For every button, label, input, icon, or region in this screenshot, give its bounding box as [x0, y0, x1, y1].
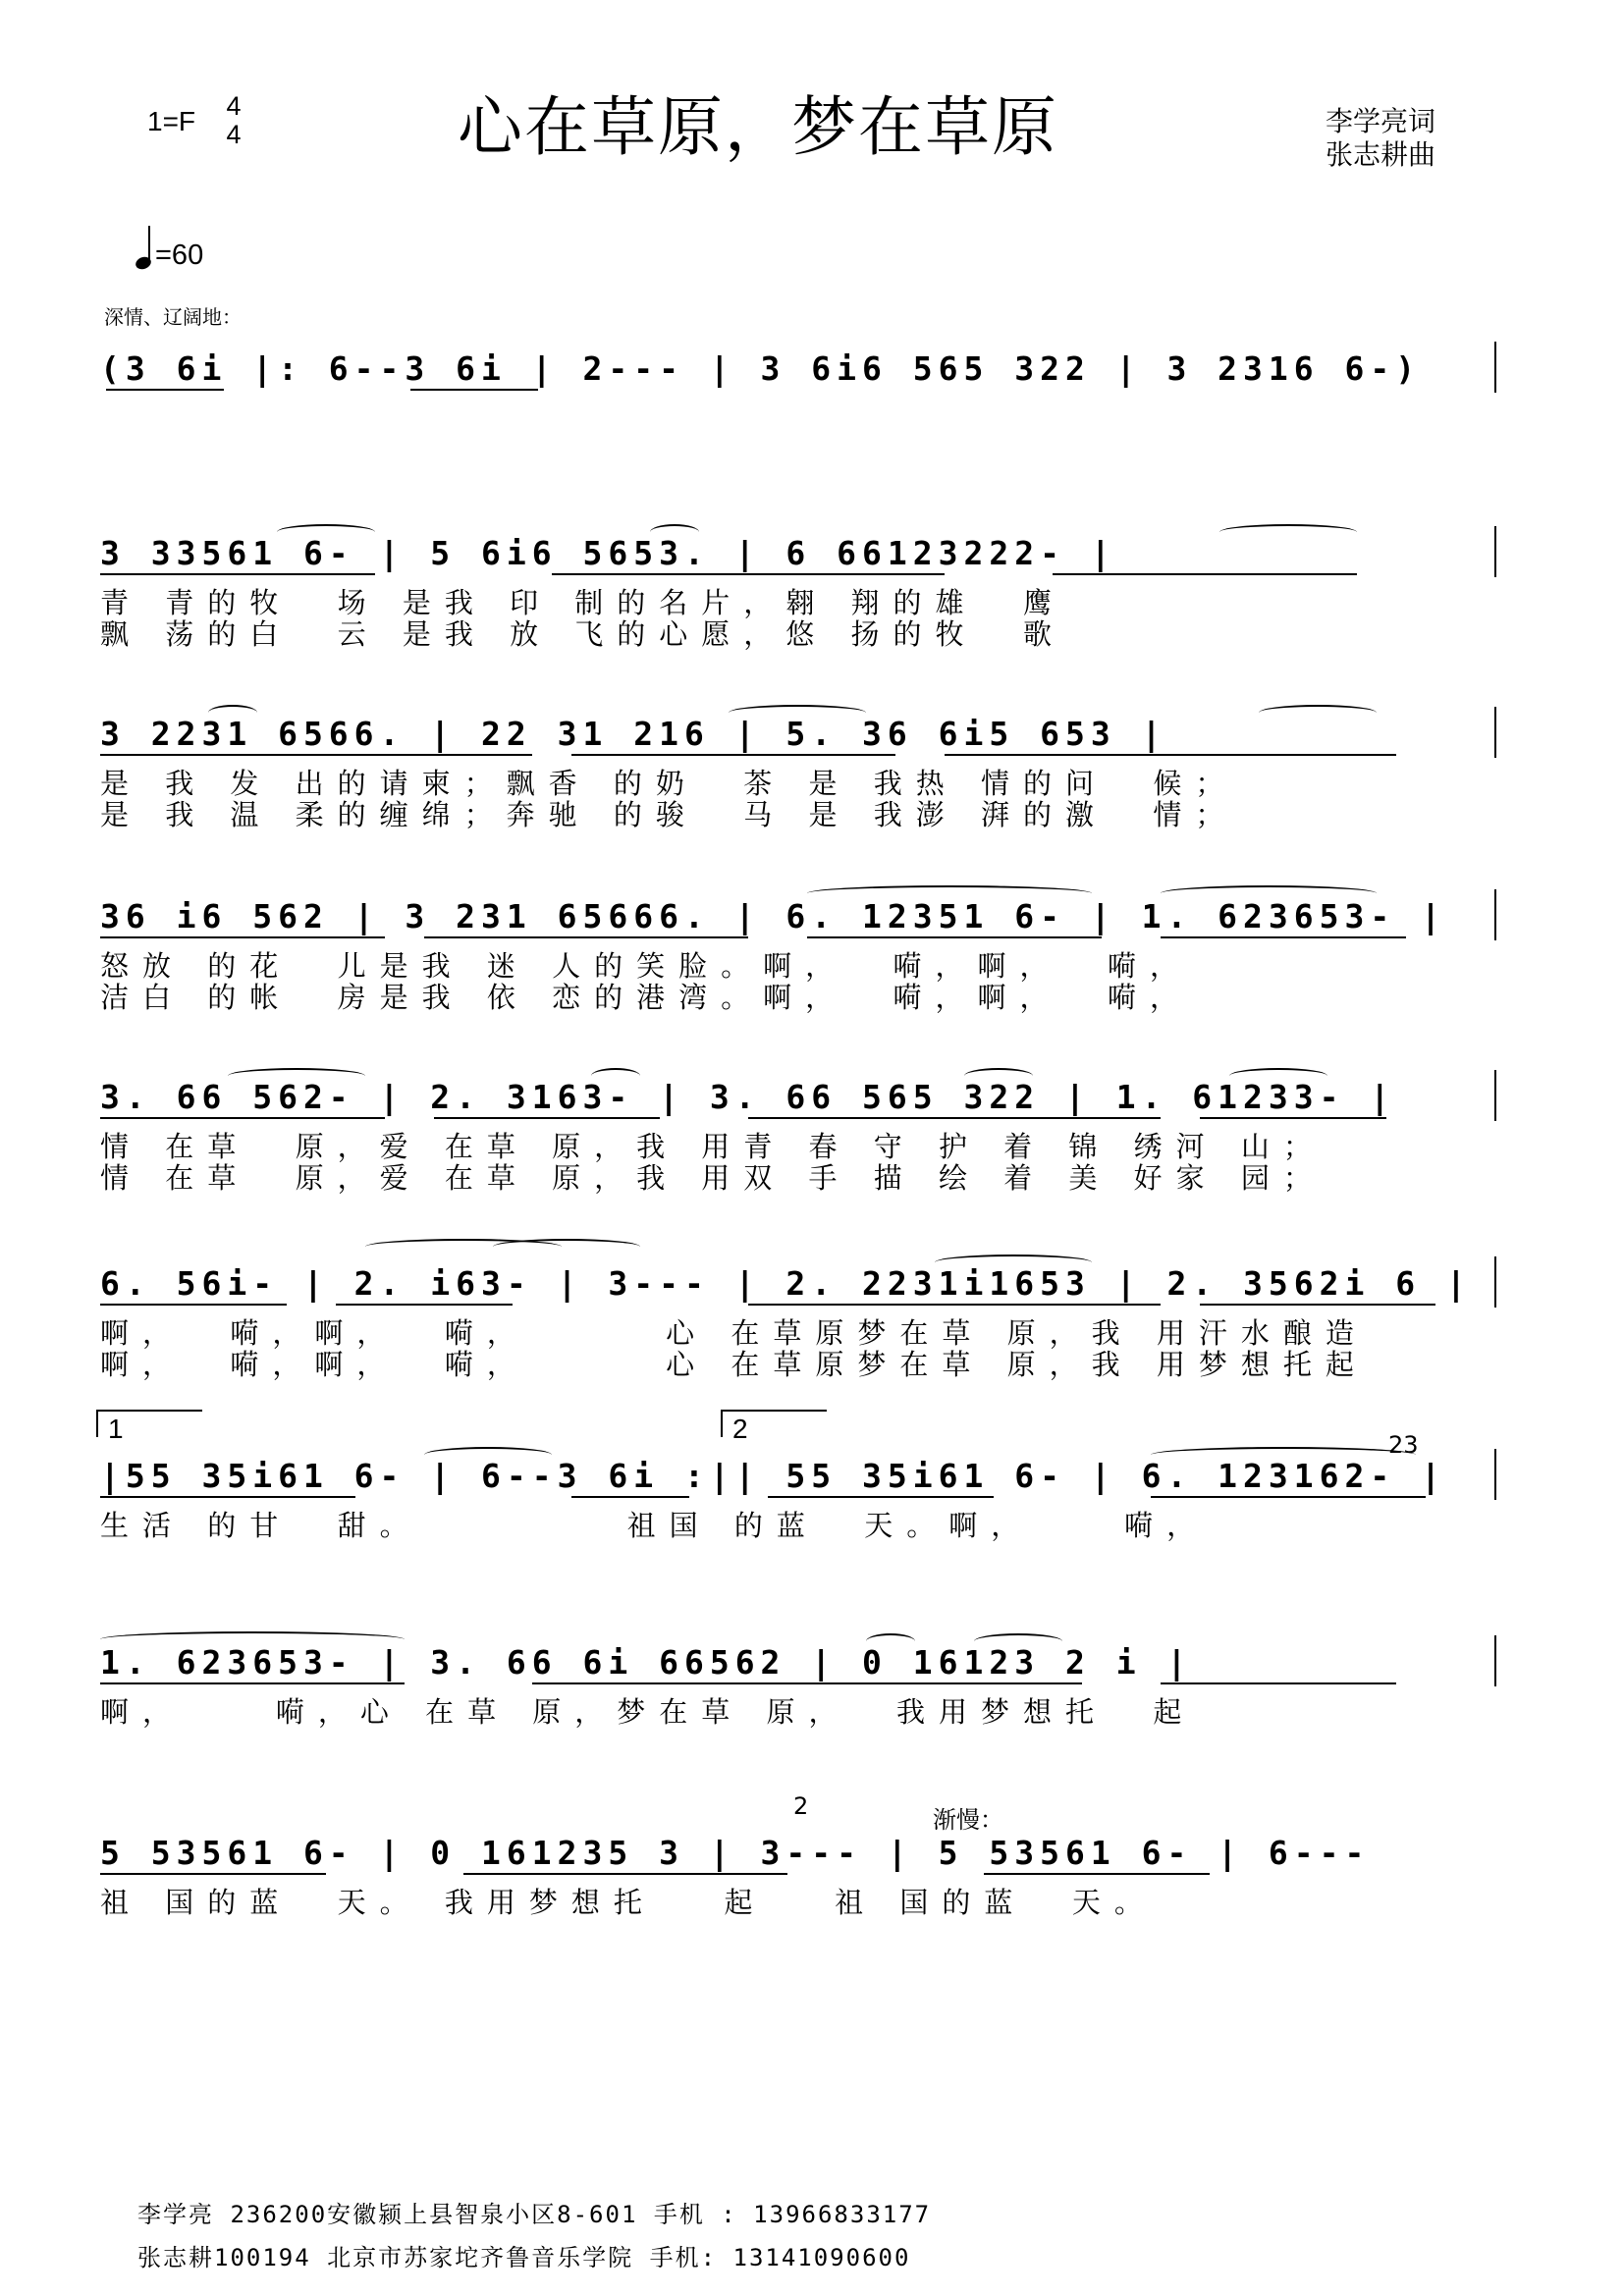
slur [650, 524, 699, 540]
beam-line [100, 754, 532, 756]
beam-line [768, 1496, 994, 1498]
meter-top: 4 [226, 91, 242, 121]
beam-line [984, 1873, 1210, 1875]
barline [1494, 889, 1496, 940]
barline [1494, 1256, 1496, 1308]
beam-line [1161, 936, 1406, 938]
ritardando-marking: 渐慢： [933, 1806, 1003, 1834]
beam-line [336, 1304, 513, 1306]
beam-line [100, 1496, 355, 1498]
slur [1161, 885, 1377, 901]
slur [807, 885, 1092, 901]
volta-bracket-1 [96, 1410, 202, 1444]
jianpu-notes: 36 i6 562 | 3 231 65666. | 6. 12351 6- | 1. 623653- | [100, 897, 1446, 935]
lyricist-credit: 李学亮词 [1326, 105, 1436, 137]
lyric-verse-1: 啊， 嗬，啊， 嗬， 心 在草原梦在草 原，我 用汗水酿造 [100, 1317, 1368, 1349]
beam-line [1161, 1682, 1396, 1684]
lyric-verse-1: 情 在草 原，爱 在草 原，我 用青 春 守 护 着 锦 绣河 山； [100, 1131, 1326, 1162]
jianpu-notes: (3 6i |: 6--3 6i | 2--- | 3 6i6 565 322 | 3 2316 6-) [100, 349, 1422, 388]
beam-line [945, 754, 1396, 756]
volta-bracket-2 [721, 1410, 827, 1444]
time-signature [222, 92, 245, 149]
volta-number: 1 [108, 1414, 124, 1444]
beam-line [100, 573, 375, 575]
beam-line [100, 936, 385, 938]
slur [935, 1255, 1092, 1270]
slur [228, 1068, 365, 1084]
slur [964, 1068, 1033, 1084]
jianpu-notes: 5 53561 6- | 0 161235 3 | 3--- | 5 53561 6- | 6--- [100, 1834, 1371, 1872]
slur [1259, 705, 1377, 721]
jianpu-notes: 1. 623653- | 3. 66 6i 66562 | 0 16123 2 i | [100, 1643, 1193, 1682]
footer-contact-lyricist: 李学亮 236200安徽颍上县智泉小区8-601 手机 : 13966833177 [137, 2201, 932, 2228]
beam-line [748, 1117, 1161, 1119]
lyric-verse-1: 青 青的牧 场 是我 印 制的名片，翱 翔的雄 鹰 [100, 587, 1065, 618]
jianpu-notes: |55 35i61 6- | 6--3 6i :|| 55 35i61 6- | 6. 123162- | [100, 1457, 1446, 1495]
footer-contact-composer: 张志耕100194 北京市苏家坨齐鲁音乐学院 手机: 13141090600 [137, 2244, 911, 2271]
beam-line [1200, 1117, 1386, 1119]
system-row-3 [100, 895, 1494, 1042]
system-row-1 [100, 532, 1494, 679]
tempo-marking: =60 [155, 240, 204, 271]
key-signature: 1=F [147, 106, 196, 136]
lyric-verse-2: 洁白 的帐 房是我 依 恋的港湾。啊， 嗬，啊， 嗬， [100, 982, 1192, 1013]
beam-line [1151, 1496, 1426, 1498]
beam-line [106, 389, 224, 391]
beam-line [434, 1117, 660, 1119]
lyric-verse-2: 飘 荡的白 云 是我 放 飞的心愿，悠 扬的牧 歌 [100, 618, 1065, 650]
beam-line [1200, 1304, 1435, 1306]
lyric-verse-1: 祖 国的蓝 天。 我用梦想托 起 祖 国的蓝 天。 [100, 1887, 1157, 1918]
expression-marking: 深情、辽阔地： [104, 305, 242, 329]
system-row-4 [100, 1076, 1494, 1223]
beam-line [552, 573, 945, 575]
beam-line [1053, 573, 1357, 575]
beam-line [571, 754, 895, 756]
beam-line [463, 1873, 787, 1875]
beam-line [424, 936, 748, 938]
beam-line [748, 1304, 1161, 1306]
jianpu-notes: 3 33561 6- | 5 6i6 5653. | 6 66123222- | [100, 534, 1116, 572]
slur [866, 1633, 915, 1649]
barline [1494, 342, 1496, 393]
slur [591, 1068, 640, 1084]
slur [1229, 1068, 1327, 1084]
beam-line [532, 1682, 1082, 1684]
jianpu-notes: 6. 56i- | 2. i63- | 3--- | 2. 2231i1653 | 2. 3562i 6 | [100, 1264, 1472, 1303]
grace-notes: 23 [1388, 1431, 1419, 1459]
meter-bottom: 4 [226, 120, 242, 149]
grace-note: 2 [793, 1792, 809, 1820]
system-row-8 [100, 1832, 1494, 1979]
jianpu-notes: 3. 66 562- | 2. 3163- | 3. 66 565 322 | 1. 61233- | [100, 1078, 1396, 1116]
quarter-note-icon [135, 224, 155, 271]
beam-line [807, 936, 1102, 938]
beam-line [100, 1304, 287, 1306]
beam-line [410, 389, 538, 391]
slur [100, 1631, 405, 1647]
lyric-verse-2: 情 在草 原，爱 在草 原，我 用双 手 描 绘 着 美 好家 园； [100, 1162, 1326, 1194]
slur [208, 705, 257, 721]
slur [424, 1447, 552, 1463]
lyric-verse-1: 生活 的甘 甜。 祖国 的蓝 天。啊， 嗬， [100, 1510, 1210, 1541]
beam-line [100, 1873, 326, 1875]
slur [1219, 524, 1357, 540]
barline [1494, 1449, 1496, 1500]
system-row-5 [100, 1262, 1494, 1410]
composer-credit: 张志耕曲 [1326, 138, 1436, 171]
beam-line [571, 1496, 689, 1498]
jianpu-notes: 3 2231 6566. | 22 31 216 | 5. 36 6i5 653 | [100, 715, 1167, 753]
barline [1494, 1635, 1496, 1686]
slur [974, 1633, 1062, 1649]
barline [1494, 526, 1496, 577]
beam-line [100, 1117, 385, 1119]
lyric-verse-1: 怒放 的花 儿是我 迷 人的笑脸。啊， 嗬，啊， 嗬， [100, 950, 1192, 982]
barline [1494, 1070, 1496, 1121]
lyric-verse-1: 啊， 嗬，心 在草 原，梦在草 原， 我用梦想托 起 [100, 1696, 1196, 1728]
barline [1494, 707, 1496, 758]
system-row-7 [100, 1641, 1494, 1789]
slur [277, 524, 375, 540]
system-row-2 [100, 713, 1494, 860]
lyric-verse-2: 啊， 嗬，啊， 嗬， 心 在草原梦在草 原，我 用梦想托起 [100, 1349, 1368, 1380]
song-title: 心在草原，梦在草原 [458, 89, 1058, 165]
beam-line [100, 1682, 405, 1684]
lyric-verse-1: 是 我 发 出的请柬；飘香 的奶 茶 是 我热 情的问 候； [100, 768, 1238, 799]
volta-number: 2 [732, 1414, 748, 1444]
system-row-intro [100, 347, 1494, 495]
system-row-6 [100, 1455, 1494, 1602]
lyric-verse-2: 是 我 温 柔的缠绵；奔驰 的骏 马 是 我澎 湃的激 情； [100, 799, 1238, 830]
slur [493, 1239, 640, 1255]
slur [1151, 1447, 1416, 1463]
slur [729, 705, 866, 721]
